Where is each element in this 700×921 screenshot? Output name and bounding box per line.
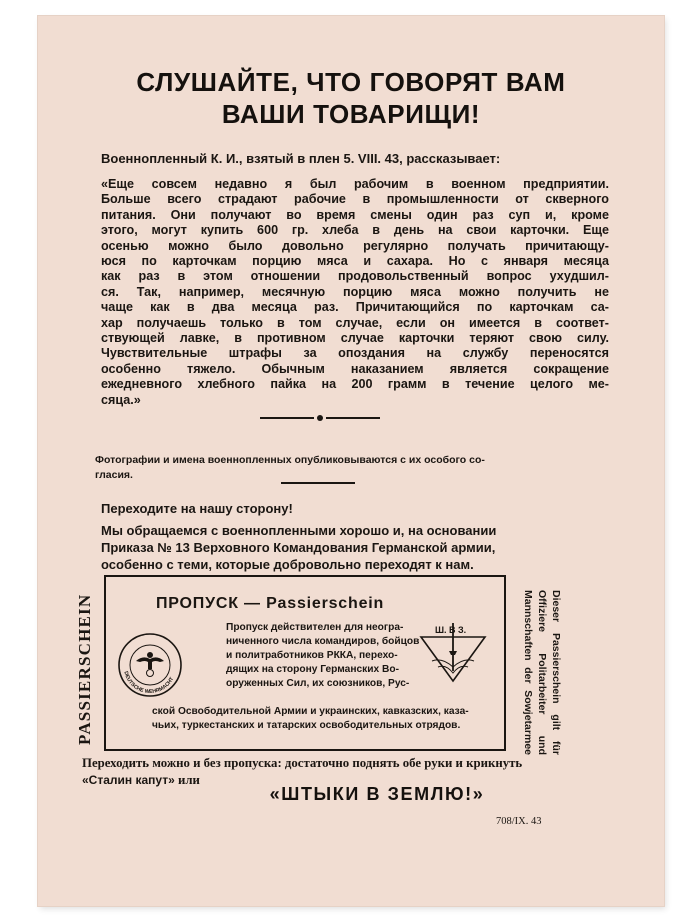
- german-side-note: [506, 590, 566, 755]
- cross-over-body: [101, 522, 601, 573]
- short-rule: [281, 482, 355, 484]
- quote-line: чаще как в два месяца раз. Причитающийся по карточкам са-: [101, 300, 609, 315]
- quote-line: особенно тяжело. Обычным наказанием является сокращение: [101, 361, 609, 376]
- headline-line-1: СЛУШАЙТЕ, ЧТО ГОВОРЯТ ВАМ: [136, 67, 566, 97]
- note-line: Фотографии и имена военнопленных опубликовываются с их особого со-: [95, 454, 485, 466]
- intro-text: Военнопленный К. И., взятый в плен 5. VIII. 43, рассказывает:: [101, 151, 501, 166]
- safe-conduct-pass: [104, 575, 506, 751]
- cross-line: Приказа № 13 Верховного Командования Германской армии,: [101, 540, 496, 555]
- side-note-line: Offiziere Politarbeiter und: [536, 590, 548, 755]
- quote-line: хар получаешь только в том случае, если он имеется в соответ-: [101, 315, 609, 330]
- quote-line: «Еще совсем недавно я был рабочим в военном предприятии.: [101, 177, 609, 191]
- wehrmacht-seal-icon: [116, 631, 184, 699]
- passierschein-side-label: PASSIERSCHEIN: [75, 593, 94, 745]
- cross-over-title: Переходите на нашу сторону!: [101, 501, 293, 516]
- quote-line: ся. Так, например, месячную порцию мяса можно получить не: [101, 284, 609, 299]
- print-code: 708/IX. 43: [496, 816, 542, 827]
- side-note-line: Dieser Passierschein gilt für: [550, 590, 562, 755]
- divider-dot: [317, 415, 323, 421]
- headline: [38, 66, 664, 130]
- prisoner-quote: [101, 177, 609, 408]
- pass-line: ниченного числа командиров, бойцов: [226, 636, 420, 647]
- svg-text:DEUTSCHE WEHRMACHT: DEUTSCHE WEHRMACHT: [122, 670, 176, 696]
- footer-or: или: [174, 773, 200, 787]
- headline-line-2: ВАШИ ТОВАРИЩИ!: [221, 99, 481, 129]
- cross-line: особенно с теми, которые добровольно переходят к нам.: [101, 557, 474, 572]
- footer-phrase-stalin: «Сталин капут»: [82, 773, 175, 787]
- pass-line: оруженных Сил, их союзников, Рус-: [226, 678, 410, 689]
- quote-line: юся по карточкам порцию мяса и сахара. Но с января месяца: [101, 254, 609, 269]
- svg-text:Ш. В З.: Ш. В З.: [435, 625, 467, 635]
- pass-line: чьих, туркестанских и татарских освободительных отрядов.: [152, 720, 461, 731]
- pass-validity-text-cont: [152, 705, 482, 733]
- quote-line: Больше всего страдают рабочие в промышленности от скверного: [101, 192, 609, 207]
- note-line: гласия.: [95, 469, 133, 481]
- quote-line: Чувствительные штрафы за опоздания на службу переносятся: [101, 346, 609, 361]
- quote-line: ежедневного хлебного пайка на 200 грамм в течение целого ме-: [101, 377, 609, 392]
- pass-line: и политработников РККА, перехо-: [226, 650, 398, 661]
- consent-note: [95, 453, 625, 483]
- cross-line: Мы обращаемся с военнопленными хорошо и, на основании: [101, 523, 497, 538]
- divider-line: [260, 417, 314, 419]
- quote-line: сяца.»: [101, 392, 141, 407]
- pass-line: дящих на сторону Германских Во-: [226, 664, 399, 675]
- pass-line: ской Освободительной Армии и украинских, кавказских, каза-: [152, 706, 469, 717]
- quote-line: как раз в этом отношении продовольственный вопрос ухудшил-: [101, 269, 609, 284]
- footer-line-1: Переходить можно и без пропуска: достаточно поднять обе руки и крикнуть: [82, 756, 523, 770]
- quote-line: осенью можно было довольно регулярно получать причитающу-: [101, 238, 609, 253]
- section-divider: [260, 413, 380, 423]
- pass-title: ПРОПУСК — Passierschein: [156, 595, 385, 612]
- footer-slogan: «ШТЫКИ В ЗЕМЛЮ!»: [269, 784, 485, 804]
- leaflet-sheet: [38, 16, 664, 906]
- side-note-line: Mannschaften der Sowjetarmee: [522, 590, 534, 755]
- quote-line: ствующей лавке, в противном случае карточки теряют свою силу.: [101, 331, 609, 346]
- bayonet-in-ground-emblem-icon: [418, 621, 488, 685]
- divider-line: [326, 417, 380, 419]
- pass-line: Пропуск действителен для неогра-: [226, 622, 404, 633]
- quote-line: питания. Они получают во время смены один раз суп и, кроме: [101, 207, 609, 222]
- quote-line: этого, могут купить 600 гр. хлеба в день на свои карточки. Еще: [101, 223, 609, 238]
